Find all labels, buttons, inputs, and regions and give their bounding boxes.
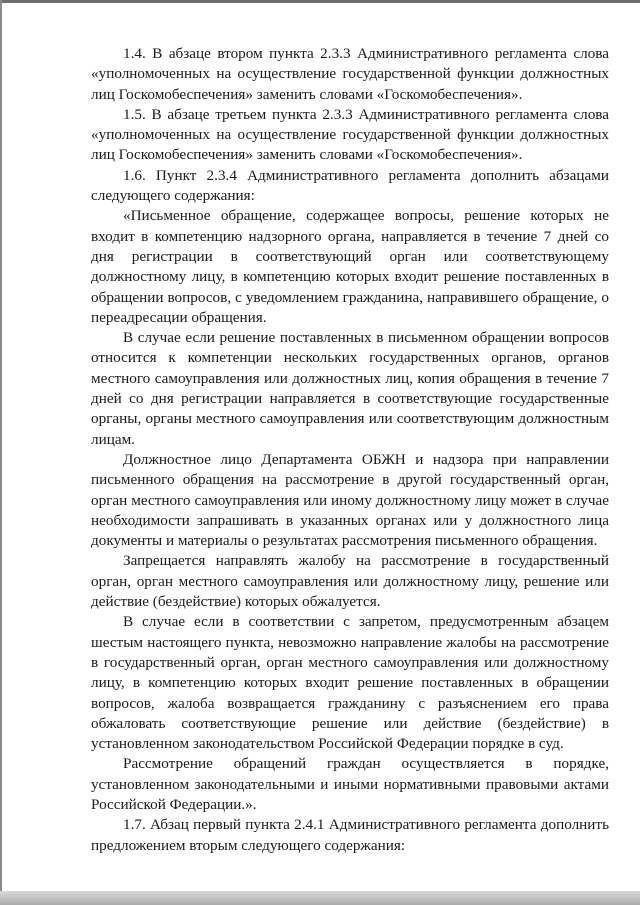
paragraph-1-4: 1.4. В абзаце втором пункта 2.3.3 Административного регламента слова «уполномоченных на осуществление государственной функции должностных лиц Госкомобеспечения» заменить словами «Госкомобеспечения». — [91, 45, 609, 103]
scan-border-left — [0, 0, 2, 905]
paragraph-multiple-organs: В случае если решение поставленных в письменном обращении вопросов относится к компетенции нескольких государственных органов, органов местного самоуправления или должностных лиц, копия обращения в течение 7 дней со дня регистрации направляется в соответствующие государственные органы, органы местного самоуправления или соответствующим должностным лицам. — [91, 329, 609, 448]
paragraph-prohibition: Запрещается направлять жалобу на рассмотрение в государственный орган, орган местного самоуправления или должностному лицу, решение или действие (бездействие) которых обжалуется. — [91, 552, 609, 611]
paragraph-consideration: Рассмотрение обращений граждан осуществляется в порядке, установленном законодательными и иными нормативными правовыми актами Российской Федерации.». — [91, 755, 609, 813]
scan-border-top — [0, 0, 640, 3]
paragraph-1-5: 1.5. В абзаце третьем пункта 2.3.3 Административного регламента слова «уполномоченных на осуществление государственной функции должностных лиц Госкомобеспечения» заменить словами «Госкомобеспечения». — [91, 105, 609, 164]
document-body — [91, 44, 609, 856]
paragraph-official-request: Должностное лицо Департамента ОБЖН и надзора при направлении письменного обращения на рассмотрение в другой государственный орган, орган местного самоуправления или иному должностному лицу может в случае необходимости запрашивать в указанных органах или у должностного лица документы и материалы о результатах рассмотрения письменного обращения. — [91, 450, 609, 550]
paragraph-return-complaint: В случае если в соответствии с запретом, предусмотренным абзацем шестым настоящего пункта, невозможно направление жалобы на рассмотрение в государственный орган, орган местного самоуправления или должностному лицу, в компетенцию которых входит решение поставленных в обращении вопросов, жалоба возвращается гражданину с разъяснением его права обжаловать соответствующие решение или действие (бездействие) в установленном законодательством Российской Федерации порядке в суд. — [91, 613, 609, 753]
paragraph-1-7: 1.7. Абзац первый пункта 2.4.1 Административного регламента дополнить предложением вторым следующего содержания: — [91, 816, 609, 854]
paragraph-quote-start: «Письменное обращение, содержащее вопросы, решение которых не входит в компетенцию надзорного органа, направляется в течение 7 дней со дня регистрации в соответствующий орган или соответствующему должностному лицу, в компетенцию которых входит решение поставленных в обращении вопросов, с уведомлением гражданина, направившего обращение, о переадресации обращения. — [91, 207, 609, 326]
paragraph-1-6: 1.6. Пункт 2.3.4 Административного регламента дополнить абзацами следующего содержания: — [91, 166, 609, 205]
scan-border-bottom — [0, 891, 640, 905]
